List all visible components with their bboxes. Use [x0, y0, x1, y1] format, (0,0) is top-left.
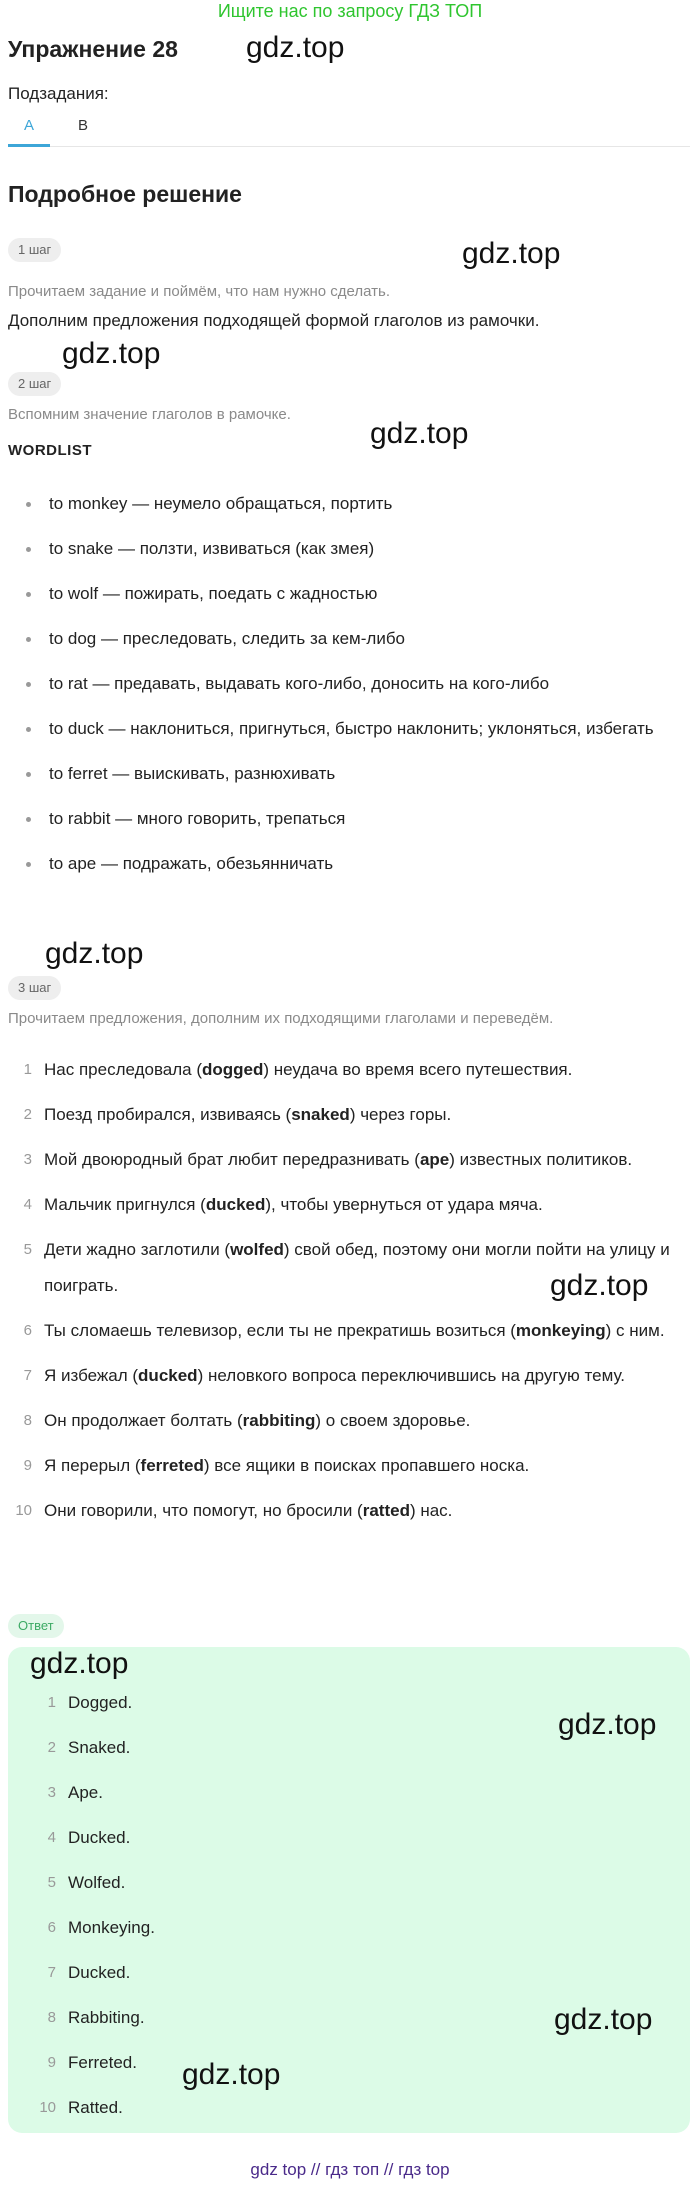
- answer-badge: Ответ: [8, 1614, 64, 1638]
- sentence-item: [8, 1313, 692, 1349]
- page-title: Упражнение 28: [8, 36, 178, 62]
- item-number: 4: [47, 1829, 56, 1846]
- item-number: 2: [47, 1739, 56, 1756]
- solution-title: Подробное решение: [8, 181, 242, 207]
- watermark: gdz.top: [554, 2003, 653, 2036]
- sentence-item: [8, 1052, 692, 1088]
- answer-text: Ape.: [68, 1783, 103, 1802]
- verb-form: rabbiting: [242, 1411, 316, 1430]
- verb-form: ape: [419, 1150, 450, 1169]
- footer-links: gdz top // гдз топ // гдз top: [250, 2160, 450, 2179]
- wordlist: [20, 486, 690, 891]
- item-number: 6: [23, 1322, 32, 1339]
- sentence-item: [8, 1097, 692, 1133]
- list-item: to rabbit — много говорить, трепаться: [20, 801, 690, 837]
- watermark: gdz.top: [370, 417, 469, 450]
- sentence-text-after: ), чтобы увернуться от удара мяча.: [265, 1195, 543, 1214]
- watermark: gdz.top: [182, 2058, 281, 2091]
- answer-text: Ratted.: [68, 2098, 123, 2117]
- answer-item: [26, 1955, 155, 1991]
- subtasks-label: Подзадания:: [8, 84, 109, 103]
- subtask-tabs: [8, 112, 690, 147]
- answer-text: Rabbiting.: [68, 2008, 145, 2027]
- item-number: 4: [23, 1196, 32, 1213]
- tab-a[interactable]: A: [8, 112, 50, 147]
- list-item: to monkey — неумело обращаться, портить: [20, 486, 690, 522]
- sentence-text-after: ) с ним.: [605, 1321, 665, 1340]
- list-item: to ape — подражать, обезьянничать: [20, 846, 690, 882]
- item-number: 1: [47, 1694, 56, 1711]
- item-number: 6: [47, 1919, 56, 1936]
- sentence-text-after: ) все ящики в поисках пропавшего носка.: [203, 1456, 530, 1475]
- item-number: 10: [15, 1502, 32, 1519]
- answer-item: [26, 2045, 155, 2081]
- sentence-text-before: Он продолжает болтать (: [44, 1411, 243, 1430]
- answer-text: Monkeying.: [68, 1918, 155, 1937]
- watermark: gdz.top: [462, 237, 561, 270]
- step-2-hint: Вспомним значение глаголов в рамочке.: [8, 406, 291, 423]
- sentence-text-after: ) о своем здоровье.: [315, 1411, 471, 1430]
- answer-text: Ducked.: [68, 1963, 131, 1982]
- answer-list: [26, 1685, 155, 2135]
- item-number: 1: [23, 1061, 32, 1078]
- list-item: to ferret — выискивать, разнюхивать: [20, 756, 690, 792]
- item-number: 8: [47, 2009, 56, 2026]
- answer-item: [26, 2090, 155, 2126]
- sentence-item: [8, 1403, 692, 1439]
- tab-b[interactable]: B: [77, 117, 88, 134]
- verb-form: monkeying: [515, 1321, 606, 1340]
- step-3-badge: 3 шаг: [8, 976, 61, 1000]
- step-2-badge: 2 шаг: [8, 372, 61, 396]
- sentence-item: [8, 1187, 692, 1223]
- sentence-text-after: ) через горы.: [349, 1105, 452, 1124]
- watermark: gdz.top: [30, 1647, 129, 1680]
- list-item: to wolf — пожирать, поедать с жадностью: [20, 576, 690, 612]
- sentence-text-before: Ты сломаешь телевизор, если ты не прекратишь возиться (: [44, 1321, 516, 1340]
- sentence-text-after: ) свой обед, поэтому они могли пойти на улицу и поиграть.: [44, 1240, 670, 1295]
- item-number: 5: [47, 1874, 56, 1891]
- verb-form: ferreted: [140, 1456, 204, 1475]
- item-number: 2: [23, 1106, 32, 1123]
- watermark: gdz.top: [246, 31, 345, 64]
- sentence-text-before: Мой двоюродный брат любит передразнивать (: [44, 1150, 420, 1169]
- sentence-text-before: Мальчик пригнулся (: [44, 1195, 206, 1214]
- sentence-item: [8, 1448, 692, 1484]
- sentence-item: [8, 1493, 692, 1529]
- watermark: gdz.top: [45, 937, 144, 970]
- sentence-text-after: ) известных политиков.: [449, 1150, 633, 1169]
- item-number: 9: [47, 2054, 56, 2071]
- answer-item: [26, 1865, 155, 1901]
- item-number: 7: [47, 1964, 56, 1981]
- item-number: 9: [23, 1457, 32, 1474]
- verb-form: dogged: [202, 1060, 264, 1079]
- step-1-badge: 1 шаг: [8, 238, 61, 262]
- list-item: to dog — преследовать, следить за кем-либо: [20, 621, 690, 657]
- item-number: 3: [47, 1784, 56, 1801]
- step-1-hint: Прочитаем задание и поймём, что нам нужно сделать.: [8, 283, 391, 300]
- step-3-hint: Прочитаем предложения, дополним их подходящими глаголами и переведём.: [8, 1010, 554, 1027]
- answer-item: [26, 1730, 155, 1766]
- verb-form: ducked: [138, 1366, 198, 1385]
- item-number: 5: [23, 1241, 32, 1258]
- wordlist-heading: WORDLIST: [8, 442, 92, 459]
- answer-item: [26, 1910, 155, 1946]
- list-item: to rat — предавать, выдавать кого-либо, доносить на кого-либо: [20, 666, 690, 702]
- answer-text: Wolfed.: [68, 1873, 126, 1892]
- answer-text: Ferreted.: [68, 2053, 137, 2072]
- answer-item: [26, 1820, 155, 1856]
- sentence-text-after: ) неудача во время всего путешествия.: [263, 1060, 573, 1079]
- answer-item: [26, 2000, 155, 2036]
- watermark: gdz.top: [62, 337, 161, 370]
- answer-text: Dogged.: [68, 1693, 133, 1712]
- answer-item: [26, 1685, 155, 1721]
- sentence-text-before: Нас преследовала (: [44, 1060, 202, 1079]
- item-number: 8: [23, 1412, 32, 1429]
- answer-item: [26, 1775, 155, 1811]
- watermark: gdz.top: [558, 1708, 657, 1741]
- sentence-text-after: ) неловкого вопроса переключившись на другую тему.: [197, 1366, 625, 1385]
- sentence-text-before: Я перерыл (: [44, 1456, 141, 1475]
- sentence-text-before: Дети жадно заглотили (: [44, 1240, 231, 1259]
- verb-form: wolfed: [230, 1240, 284, 1259]
- watermark: gdz.top: [550, 1269, 649, 1302]
- sentence-item: [8, 1142, 692, 1178]
- sentence-text-before: Поезд пробирался, извиваясь (: [44, 1105, 292, 1124]
- list-item: to snake — ползти, извиваться (как змея): [20, 531, 690, 567]
- sentence-text-before: Они говорили, что помогут, но бросили (: [44, 1501, 363, 1520]
- item-number: 3: [23, 1151, 32, 1168]
- list-item: to duck — наклониться, пригнуться, быстро наклонить; уклоняться, избегать: [20, 711, 690, 747]
- sentence-item: [8, 1358, 692, 1394]
- item-number: 7: [23, 1367, 32, 1384]
- sentence-text-after: ) нас.: [409, 1501, 453, 1520]
- answer-text: Snaked.: [68, 1738, 131, 1757]
- answer-text: Ducked.: [68, 1828, 131, 1847]
- step-1-text: Дополним предложения подходящей формой глаголов из рамочки.: [8, 311, 540, 330]
- sentence-text-before: Я избежал (: [44, 1366, 139, 1385]
- verb-form: snaked: [291, 1105, 350, 1124]
- verb-form: ratted: [362, 1501, 410, 1520]
- item-number: 10: [39, 2099, 56, 2116]
- verb-form: ducked: [205, 1195, 266, 1214]
- promo-banner: Ищите нас по запросу ГДЗ ТОП: [217, 1, 483, 21]
